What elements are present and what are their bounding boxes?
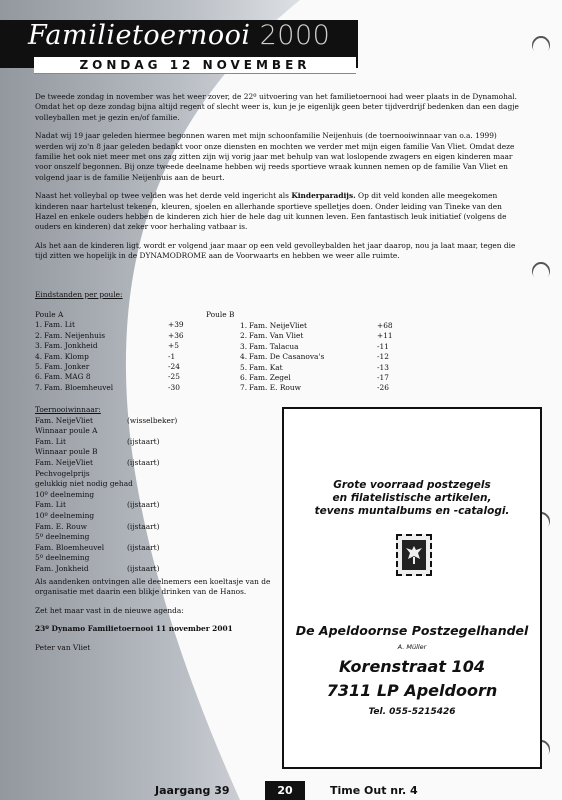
winner-name: 10º deelneming [35, 510, 95, 520]
cell-name: Fam. Zegel [249, 373, 291, 383]
page-number: 20 [265, 781, 305, 800]
cell-score: -24 [168, 362, 180, 372]
cell-pos: 5. [240, 362, 248, 372]
page-title [28, 20, 330, 52]
list-item [35, 416, 275, 427]
table-row [35, 352, 198, 362]
stamp-image [396, 534, 432, 576]
ad-line: en filatelistische artikelen, [332, 492, 492, 504]
cell-pos: 1. [240, 321, 248, 330]
winner-name: 5º deelneming [35, 553, 90, 563]
list-item [35, 511, 275, 522]
cell-pos: 4. [35, 351, 43, 361]
winner-name: Winnaar poule B [35, 447, 98, 457]
cell-name: Fam. Lit [44, 320, 75, 330]
cell-name: Fam. Van Vliet [249, 331, 304, 341]
winner-name: 10º deelneming [35, 489, 95, 499]
agenda-intro: Zet het maar vast in de nieuwe agenda: [35, 605, 184, 615]
cell-pos: 7. [240, 383, 248, 393]
winner-name: Fam. Bloemheuvel [35, 542, 105, 552]
paragraph: Als het aan de kinderen ligt, wordt er volgend jaar maar op een veld gevolleybalden het jaar daarop, nou ja laat maar, tegen die tijd zitten we hopelijk in de DYNAMODROME aan de Voorwaarts en hebben we weer alle ruimte. [35, 240, 516, 261]
cell-name: Fam. MAG 8 [44, 372, 91, 382]
shop-name: De Apeldoornse Postzegelhandel [295, 623, 529, 638]
winner-prize: (ijstaart) [127, 542, 160, 552]
article-body [35, 92, 525, 270]
winner-name: Fam. NeijeVliet [35, 457, 94, 467]
poule-b-table [240, 321, 407, 394]
agenda-item: 23º Dynamo Familietoernooi 11 november 2001 [35, 624, 233, 634]
advertisement [282, 407, 542, 769]
winner-name: gelukkig niet nodig gehad [35, 479, 133, 489]
cell-name: Fam. De Casanova's [249, 352, 325, 362]
poule-a [35, 310, 198, 393]
table-row [35, 331, 198, 341]
list-item [35, 447, 275, 458]
shop-city: 7311 LP Apeldoorn [326, 681, 498, 700]
list-item [35, 426, 275, 437]
cell-pos: 6. [240, 373, 248, 383]
list-item [35, 532, 275, 543]
table-row [35, 341, 198, 351]
table-row [35, 383, 198, 393]
ad-intro [284, 479, 540, 518]
author: Peter van Vliet [35, 642, 91, 652]
cell-pos: 3. [240, 341, 248, 351]
shop-phone: Tel. 055-5215426 [368, 707, 456, 717]
cell-score: +11 [377, 331, 393, 341]
table-row [240, 331, 407, 341]
footer-issue: Time Out nr. 4 [330, 784, 418, 797]
poule-b-title: Poule B [206, 310, 235, 319]
text: Op dit veld konden alle meegekomen kinderen naar hartelust tekenen, kleuren, sjoelen en allerhande sportieve spelletjes doen. Onder leiding van Tineke van den Hazel en enkele ouders hebben de kinderen zich hier de hele dag uit kunnen leven. Een fantastisch leuk initiatief (volgens de ouders en kinderen) dat zeker voor herhaling vatbaar is. [35, 191, 507, 232]
page-subtitle: ZONDAG 12 NOVEMBER [34, 57, 356, 74]
table-row [240, 342, 407, 352]
paragraph: De tweede zondag in november was het weer zover, de 22º uitvoering van het familietoernooi had weer plaats in de Dynamohal. Omdat het op deze zondag bijna altijd regent of slecht weer is, kun je je eigenlijk geen beter tijdverdrijf bedenken dan een dagje volleyballen met je gezin en/of familie. [35, 92, 519, 122]
cell-name: Fam. Bloemheuvel [44, 382, 114, 392]
winner-name: Fam. E. Rouw [35, 521, 87, 531]
cell-name: Fam. NeijeVliet [249, 321, 308, 330]
list-item [35, 564, 275, 575]
cell-name: Fam. Kat [249, 362, 283, 372]
cell-score: -12 [377, 352, 389, 362]
list-item [35, 405, 275, 416]
list-item [35, 469, 275, 480]
shop-street: Korenstraat 104 [339, 657, 485, 676]
cell-name: Fam. E. Rouw [249, 383, 301, 393]
poule-b [240, 321, 407, 394]
poule-a-title: Poule A [35, 310, 64, 319]
table-row [240, 352, 407, 362]
cell-pos: 1. [35, 320, 43, 330]
cell-pos: 5. [35, 362, 43, 372]
cell-score: -13 [377, 362, 389, 372]
winner-prize: (ijstaart) [127, 563, 160, 573]
cell-name: Fam. Klomp [44, 351, 89, 361]
cell-score: -25 [168, 372, 180, 382]
list-item [35, 458, 275, 469]
footer-volume: Jaargang 39 [155, 784, 230, 797]
winner-prize: (ijstaart) [127, 500, 160, 510]
cell-score: -26 [377, 383, 389, 393]
cell-pos: 2. [35, 330, 43, 340]
winners-list [35, 405, 275, 575]
shop-owner: A. Müller [397, 643, 427, 651]
cell-score: -11 [377, 341, 389, 351]
title-year: 2000 [259, 20, 331, 51]
list-item [35, 553, 275, 564]
list-item [35, 490, 275, 501]
winner-name: Toernooiwinnaar: [35, 405, 101, 414]
table-row [35, 362, 198, 372]
poule-a-table [35, 320, 198, 393]
cell-name: Fam. Jonkheid [44, 341, 98, 351]
cell-score: +68 [377, 321, 393, 330]
table-row [35, 372, 198, 382]
list-item [35, 437, 275, 448]
table-row [240, 373, 407, 383]
cell-score: -1 [168, 351, 176, 361]
table-row [240, 383, 407, 393]
page-footer [0, 781, 562, 800]
winner-name: Fam. Lit [35, 500, 66, 510]
list-item [35, 479, 275, 490]
cell-score: +5 [168, 341, 179, 351]
closing-section [35, 577, 275, 661]
cell-pos: 7. [35, 382, 43, 392]
bold-text: Kinderparadijs. [291, 191, 356, 201]
table-row [35, 320, 198, 330]
cell-name: Fam. Talacua [249, 341, 299, 351]
cell-name: Fam. Neijenhuis [44, 330, 106, 340]
closing-text: Als aandenken ontvingen alle deelnemers een koeltasje van de organisatie met daarin een blikje drinken van de Hanos. [35, 577, 271, 597]
winner-prize: (wisselbeker) [127, 415, 178, 425]
winner-prize: (ijstaart) [127, 436, 160, 446]
cell-score: -30 [168, 382, 180, 392]
winner-name: Fam. NeijeVliet [35, 415, 94, 425]
cell-score: +39 [168, 320, 184, 330]
text: Naast het volleybal op twee velden was het derde veld ingericht als [35, 191, 292, 201]
title-text: Familietoernooi [28, 20, 251, 51]
winner-name: 5º deelneming [35, 532, 90, 542]
list-item [35, 500, 275, 511]
list-item [35, 543, 275, 554]
winner-name: Pechvogelprijs [35, 468, 90, 478]
winner-prize: (ijstaart) [127, 521, 160, 531]
winner-prize: (ijstaart) [127, 457, 160, 467]
cell-pos: 4. [240, 352, 248, 362]
cell-pos: 6. [35, 372, 43, 382]
eagle-icon [402, 540, 426, 570]
winner-name: Fam. Lit [35, 436, 66, 446]
cell-score: +36 [168, 330, 184, 340]
cell-pos: 3. [35, 341, 43, 351]
cell-score: -17 [377, 373, 389, 383]
list-item [35, 522, 275, 533]
standings-heading: Eindstanden per poule: [35, 290, 123, 299]
ad-line: Grote voorraad postzegels [333, 479, 491, 491]
table-row [240, 363, 407, 373]
paragraph: Nadat wij 19 jaar geleden hiermee begonnen waren met mijn schoonfamilie Neijenhuis (de toernooiwinnaar van o.a. 1999) werden wij zo'n 8 jaar geleden bedankt voor onze diensten en mochten we verder met mijn eigen familie Van Vliet. Omdat deze familie het ook niet meer met ons zag zitten zijn wij vorig jaar met behulp van wat loslopende zwagers en eigen kinderen maar voor onszelf begonnen. Bij onze tweede deelname hebben wij reeds sportieve wraak kunnen nemen op de familie Van Vliet en volgend jaar is de familie Neijenhuis aan de beurt. [35, 131, 515, 182]
winner-name: Winnaar poule A [35, 426, 98, 436]
cell-name: Fam. Jonker [44, 362, 90, 372]
table-row [240, 321, 407, 331]
standings-title [35, 290, 123, 300]
ad-line: tevens muntalbums en -catalogi. [314, 505, 510, 517]
winner-name: Fam. Jonkheid [35, 563, 89, 573]
paragraph [35, 191, 525, 233]
cell-pos: 2. [240, 331, 248, 341]
